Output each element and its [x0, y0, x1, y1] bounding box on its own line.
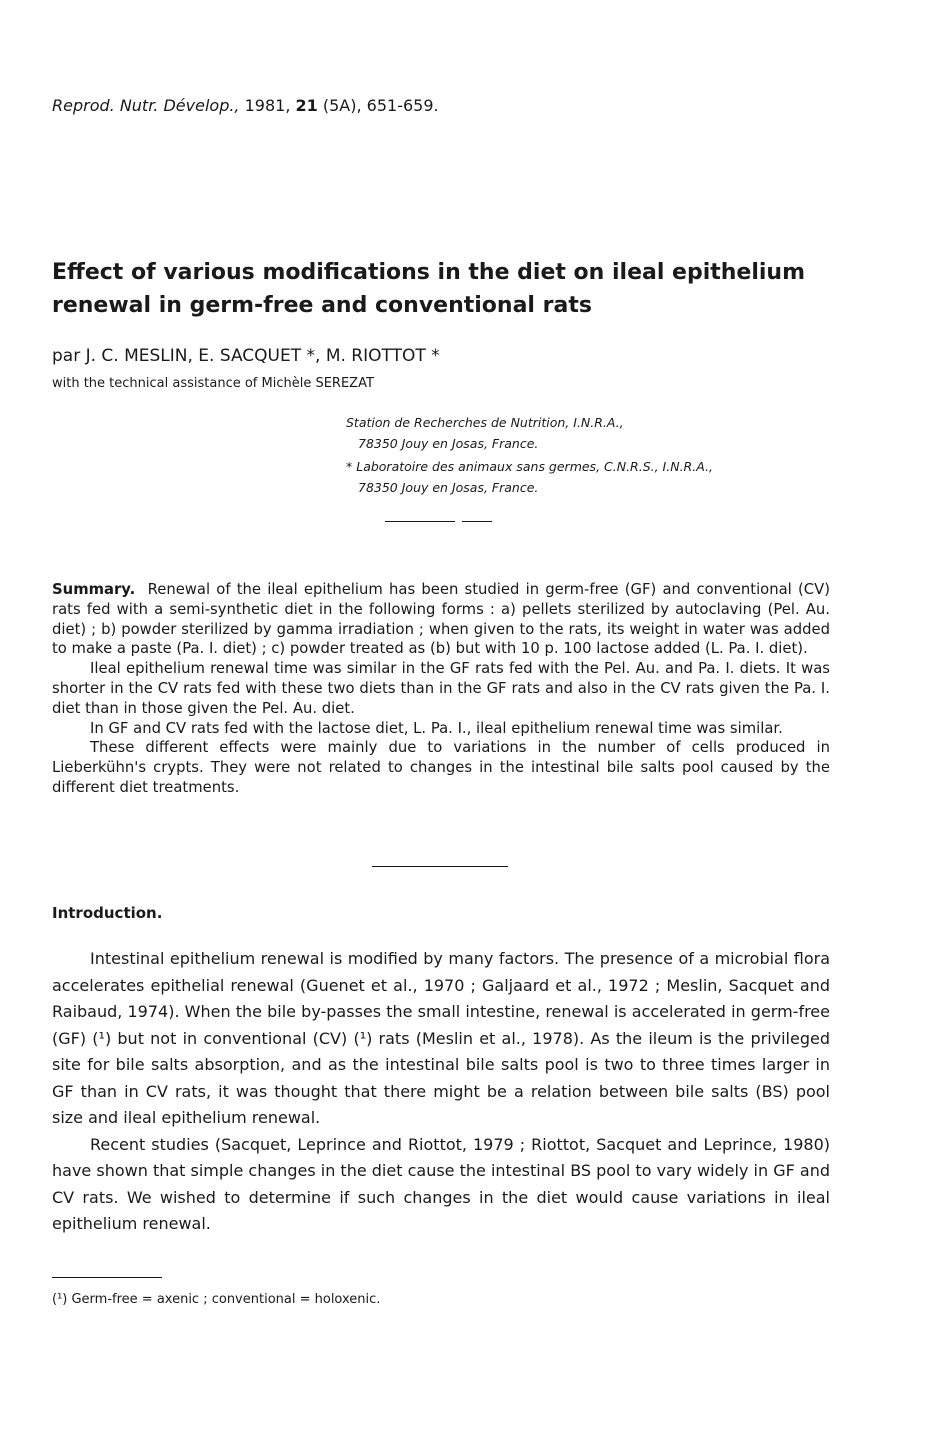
affiliation-1-line-1: Station de Recherches de Nutrition, I.N.R.A., — [346, 415, 624, 430]
journal-name: Reprod. Nutr. Dévelop., — [52, 96, 240, 115]
introduction-paragraph-1: Intestinal epithelium renewal is modified by many factors. The presence of a microbial flora accelerates epithelial renewal (Guenet et al., 1970 ; Galjaard et al., 1972 ; Meslin, Sacquet and Raibaud, 1974). When the bile by-passes the small intestine, renewal is accelerated in germ-free (GF) (¹) but not in conventional (CV) (¹) rats (Meslin et al., 1978). As the ileum is the privileged site for bile salts absorption, and as the intestinal bile salts pool is two to three times larger in GF than in CV rats, it was thought that there might be a relation between bile salts (BS) pool size and ileal epithelium renewal. — [52, 949, 830, 1127]
separator-rule-left — [385, 521, 455, 522]
technical-assistance: with the technical assistance of Michèle SEREZAT — [52, 376, 374, 391]
summary-paragraph-4: These different effects were mainly due to variations in the number of cells produced in Lieberkühn's crypts. They were not related to changes in the intestinal bile salts pool caused by the different diet treatments. — [52, 739, 830, 796]
journal-volume: 21 — [295, 96, 318, 115]
summary-section — [52, 580, 830, 798]
footnote: (¹) Germ-free = axenic ; conventional = holoxenic. — [52, 1292, 381, 1307]
separator-rule-right — [462, 521, 492, 522]
summary-end-rule — [372, 866, 508, 867]
journal-issue-pages: (5A), 651-659. — [322, 96, 439, 115]
affiliation-1-line-2: 78350 Jouy en Josas, France. — [358, 436, 539, 451]
summary-paragraph-1 — [52, 580, 830, 659]
introduction-heading: Introduction. — [52, 904, 163, 922]
affiliation-2 — [346, 456, 713, 498]
footnote-rule — [52, 1277, 162, 1278]
affiliation-2-line-1: * Laboratoire des animaux sans germes, C.N.R.S., I.N.R.A., — [346, 459, 713, 474]
summary-paragraph-3: In GF and CV rats fed with the lactose diet, L. Pa. I., ileal epithelium renewal time was similar. — [90, 719, 783, 737]
introduction-section — [52, 946, 830, 1238]
affiliation-1 — [346, 412, 624, 454]
summary-paragraph-2: Ileal epithelium renewal time was similar in the GF rats fed with the Pel. Au. and Pa. I. diets. It was shorter in the CV rats fed with these two diets than in the GF rats and also in the CV rats given the Pa. I. diet than in those given the Pel. Au. diet. — [52, 660, 830, 717]
affiliation-2-line-2: 78350 Jouy en Josas, France. — [358, 480, 539, 495]
journal-year: 1981, — [244, 96, 291, 115]
article-title: Effect of various modifications in the diet on ileal epithelium renewal in germ-free and conventional rats — [52, 260, 806, 318]
summary-text-1: Renewal of the ileal epithelium has been studied in germ-free (GF) and conventional (CV) rats fed with a semi-synthetic diet in the following forms : a) pellets sterilized by autoclaving (Pel. Au. diet) ; b) powder sterilized by gamma irradiation ; when given to the rats, its weight in water was added to make a paste (Pa. I. diet) ; c) powder treated as (b) but with 10 p. 100 lactose added (L. Pa. I. diet). — [52, 581, 830, 658]
journal-citation — [52, 96, 439, 115]
introduction-paragraph-2: Recent studies (Sacquet, Leprince and Riottot, 1979 ; Riottot, Sacquet and Leprince, 1980) have shown that simple changes in the diet cause the intestinal BS pool to vary widely in GF and CV rats. We wished to determine if such changes in the diet would cause variations in ileal epithelium renewal. — [52, 1134, 830, 1233]
summary-label: Summary. — [52, 581, 136, 598]
author-line: par J. C. MESLIN, E. SACQUET *, M. RIOTTOT * — [52, 346, 440, 366]
